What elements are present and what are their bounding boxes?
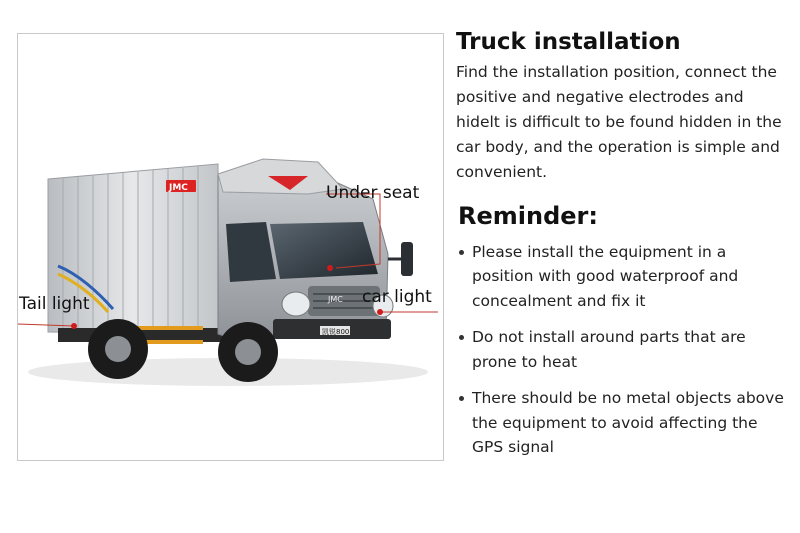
bullet-icon [459, 396, 464, 401]
callout-car-light: car light [362, 287, 432, 307]
cab-logo-text: JMC [169, 183, 188, 193]
reminder-list [456, 240, 786, 460]
reminder-text: Do not install around parts that are prone to heat [472, 328, 746, 371]
grille-logo-text: JMC [328, 295, 343, 304]
plate-text: 凯锐800 [322, 328, 350, 336]
reminder-text: Please install the equipment in a position with good waterproof and concealment and fix it [472, 242, 739, 310]
list-item [456, 240, 786, 314]
callout-tail-light: Tail light [19, 294, 90, 314]
list-item [456, 325, 786, 374]
reminder-text: There should be no metal objects above the equipment to avoid affecting the GPS signal [472, 389, 784, 457]
truck-illustration [18, 34, 444, 461]
info-panel [456, 30, 786, 472]
list-item [456, 386, 786, 460]
section-title-reminder: Reminder: [458, 202, 598, 231]
truck-photo [17, 33, 444, 461]
bullet-icon [459, 335, 464, 340]
section-title-truck-installation: Truck installation [456, 29, 681, 55]
callout-under-seat: Under seat [326, 183, 420, 203]
bullet-icon [459, 250, 464, 255]
installation-description: Find the installation position, connect the positive and negative electrodes and hidelt is difficult to be found hidden in the car body, and the operation is simple and convenient. [456, 63, 782, 182]
